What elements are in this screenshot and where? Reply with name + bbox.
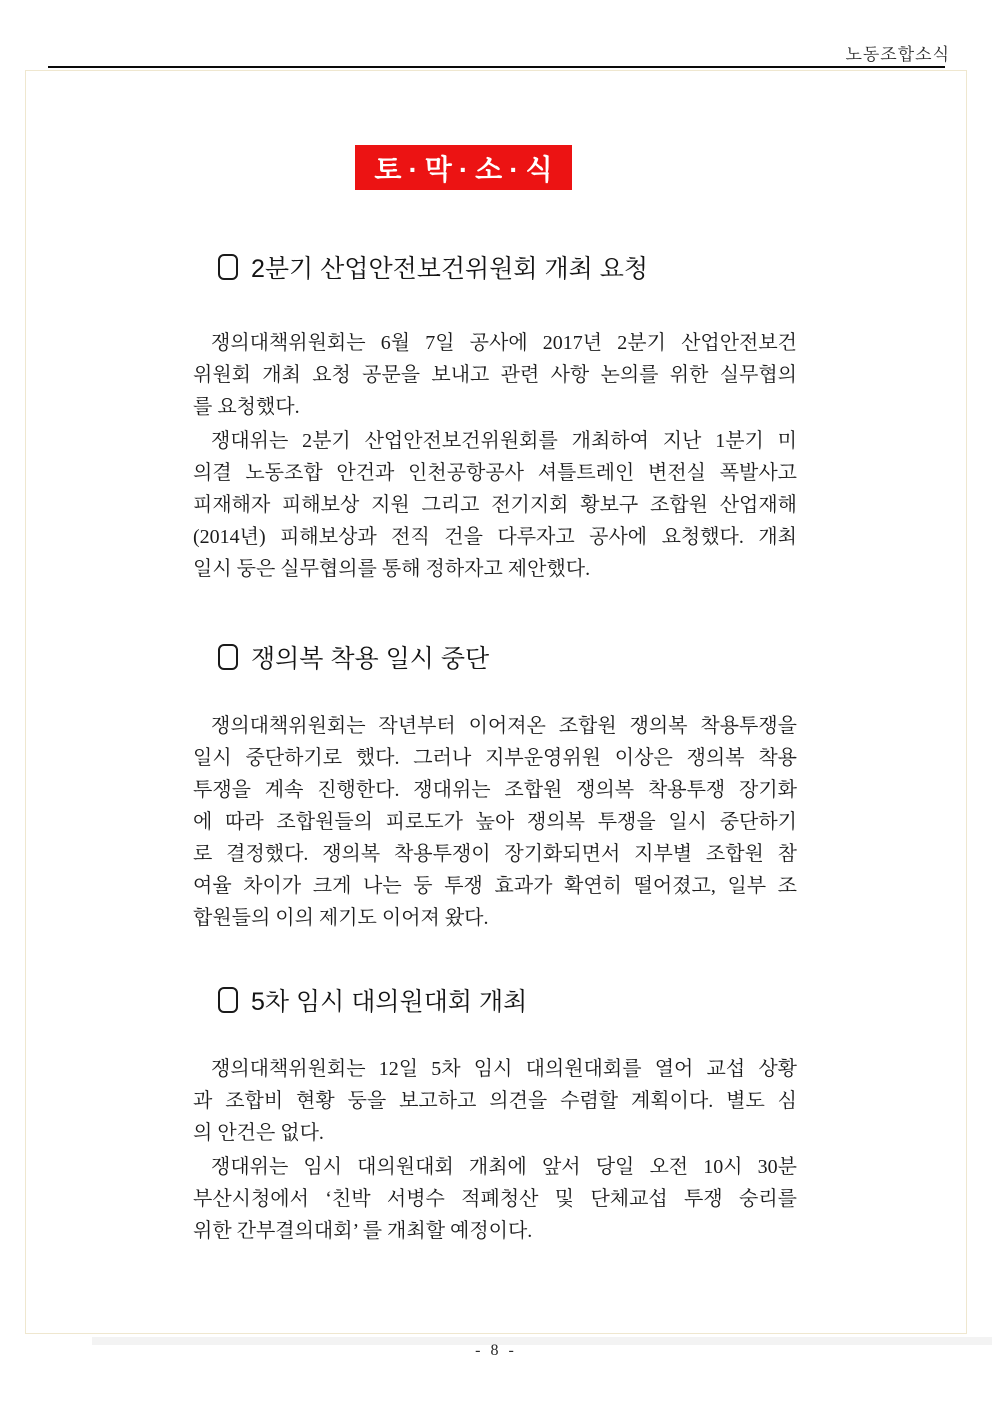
paragraph-line: 를 요청했다.: [193, 396, 300, 418]
paragraph-line: 위한 간부결의대회’ 를 개최할 예정이다.: [193, 1220, 533, 1242]
paragraph: [193, 710, 797, 934]
section-heading-label: 5차 임시 대의원대회 개최: [251, 988, 528, 1016]
section-banner: [355, 145, 572, 190]
paragraph: [193, 1053, 797, 1149]
paragraph-line: 투쟁을 계속 진행한다. 쟁대위는 조합원 쟁의복 착용투쟁 장기화: [193, 779, 797, 801]
section-heading-safety-committee: [218, 250, 648, 284]
paragraph: [193, 1151, 797, 1247]
paragraph-line: 의결 노동조합 안건과 인천공항공사 셔틀트레인 변전실 폭발사고: [193, 462, 797, 484]
checkbox-icon: [218, 644, 238, 670]
paragraph-line: 쟁의대책위원회는 6월 7일 공사에 2017년 2분기 산업안전보건: [211, 332, 797, 354]
paragraph-line: 쟁의대책위원회는 작년부터 이어져온 조합원 쟁의복 착용투쟁을: [211, 715, 797, 737]
paragraph-line: 과 조합비 현황 둥을 보고하고 의견을 수렴할 계획이다. 별도 심: [193, 1090, 797, 1112]
paragraph-line: 일시 중단하기로 했다. 그러나 지부운영위원 이상은 쟁의복 착용: [193, 747, 797, 769]
page-number: - 8 -: [475, 1342, 517, 1359]
checkbox-icon: [218, 254, 238, 280]
paragraph-line: 일시 둥은 실무협의를 통해 정하자고 제안했다.: [193, 558, 591, 580]
paragraph-line: 에 따라 조합원들의 피로도가 높아 쟁의복 투쟁을 일시 중단하기: [193, 811, 797, 833]
paragraph-line: 의 안건은 없다.: [193, 1122, 324, 1144]
section-heading-delegates-meeting: [218, 983, 527, 1017]
paragraph-line: 위원회 개최 요청 공문을 보내고 관련 사항 논의를 위한 실무협의: [193, 364, 797, 386]
paragraph: [193, 327, 797, 423]
paragraph-line: 부산시청에서 ‘친박 서병수 적폐청산 및 단체교섭 투쟁 숭리를: [193, 1188, 797, 1210]
paragraph-line: 쟁대위는 임시 대의원대회 개최에 앞서 당일 오전 10시 30분: [211, 1156, 797, 1178]
header-rule: [48, 66, 945, 68]
running-header-label: 노동조합소식: [845, 45, 950, 64]
paragraph-line: 쟁의대책위원회는 12일 5차 임시 대의원대회를 열어 교섭 상황: [211, 1058, 797, 1080]
paragraph-line: 쟁대위는 2분기 산업안전보건위원회를 개최하여 지난 1분기 미: [211, 430, 797, 452]
paragraph-line: 여율 차이가 크게 나는 둥 투쟁 효과가 확연히 떨어졌고, 일부 조: [193, 875, 797, 897]
section-heading-label: 2분기 산업안전보건위원회 개최 요청: [251, 255, 648, 283]
paragraph-line: (2014년) 피해보상과 전직 건을 다루자고 공사에 요청했다. 개최: [193, 526, 797, 548]
paragraph-line: 합원들의 이의 제기도 이어져 왔다.: [193, 907, 489, 929]
paragraph-line: 피재해자 피해보상 지원 그리고 전기지회 황보구 조합원 산업재해: [193, 494, 797, 516]
section-heading-dispute-uniform: [218, 640, 489, 674]
paragraph: [193, 425, 797, 585]
checkbox-icon: [218, 987, 238, 1013]
section-heading-label: 쟁의복 착용 일시 중단: [251, 645, 490, 673]
paragraph-line: 로 결정했다. 쟁의복 착용투쟁이 장기화되면서 지부별 조합원 참: [193, 843, 797, 865]
banner-title: 토·막·소·식: [374, 153, 560, 185]
